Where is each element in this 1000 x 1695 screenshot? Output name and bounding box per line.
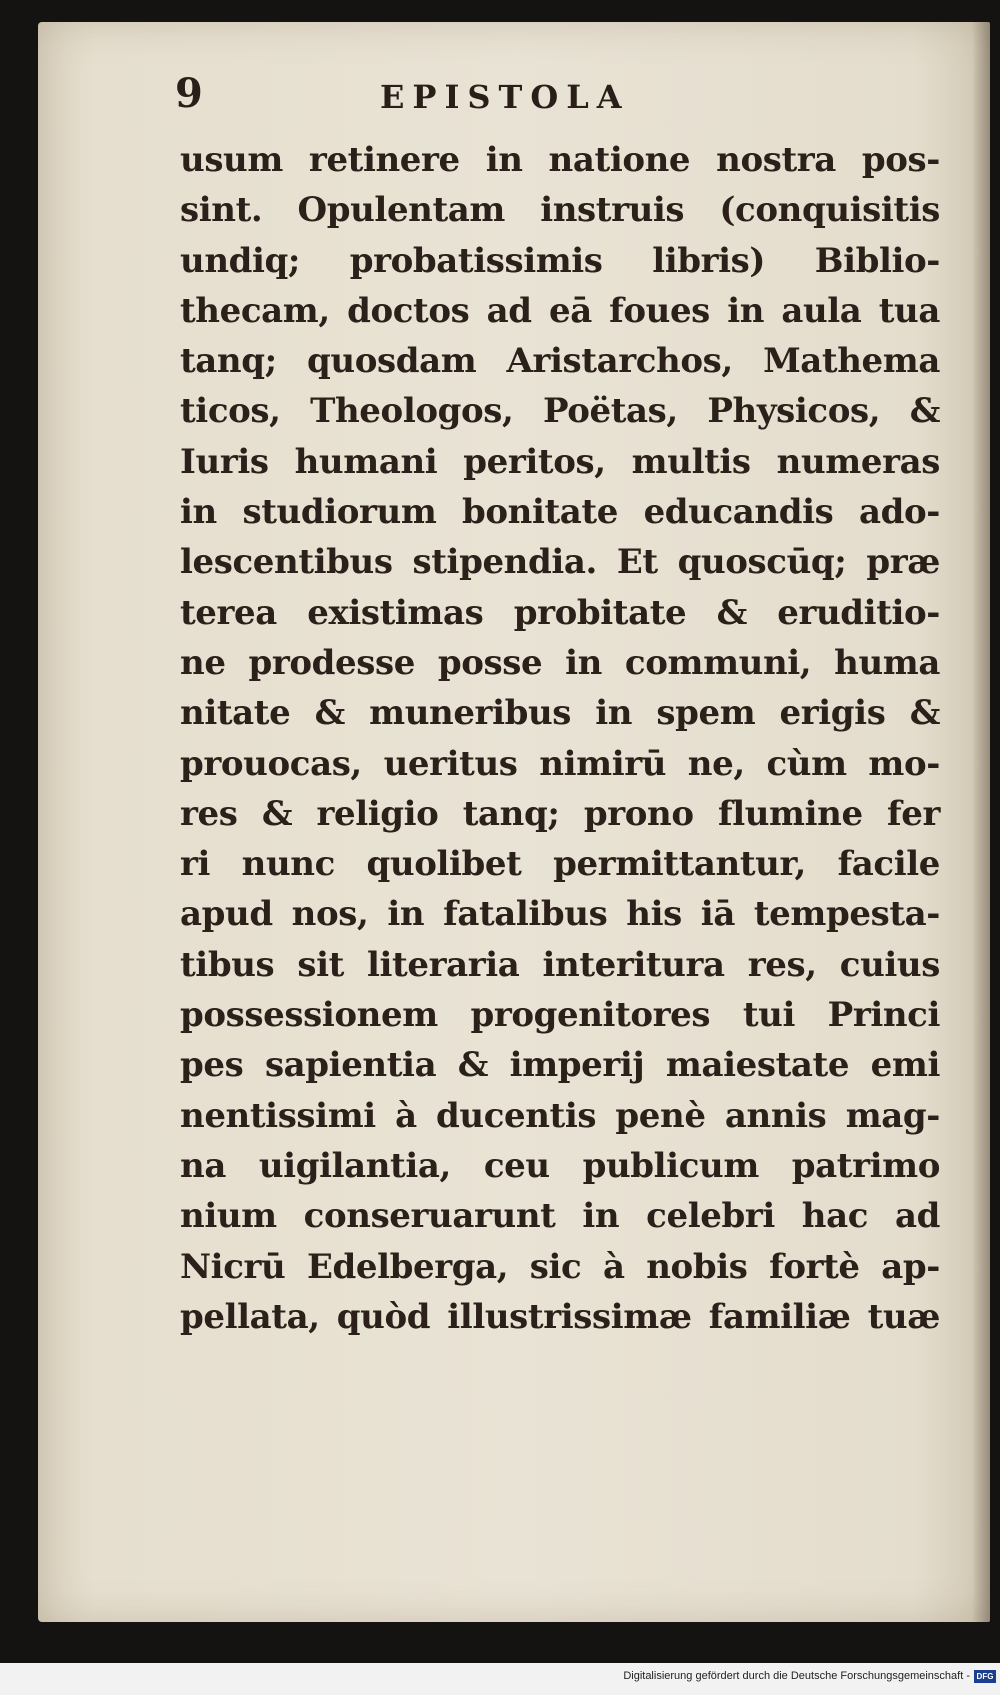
text-line: Iuris humani peritos, multis numeras [180,441,940,482]
text-line: ne prodesse posse in communi, huma [180,642,940,683]
text-line: terea existimas probitate & eruditio- [180,592,940,633]
text-line: ticos, Theologos, Poëtas, Physicos, & [180,391,940,432]
funding-credit: Digitalisierung gefördert durch die Deutsche Forschungsgemeinschaft - [623,1670,970,1682]
text-line: prouocas, ueritus nimirū ne, cùm mo- [180,743,940,784]
text-line: tibus sit literaria interitura res, cuius [180,944,940,985]
text-line: na uigilantia, ceu publicum patrimo [180,1145,940,1186]
page-spine-shadow [972,22,990,1622]
text-line: thecam, doctos ad eā foues in aula tua [180,290,940,331]
text-line: usum retinere in natione nostra pos- [180,140,940,180]
text-line: possessionem progenitores tui Princi [180,995,940,1036]
text-line: nentissimi à ducentis penè annis mag- [180,1095,940,1136]
text-line: nitate & muneribus in spem erigis & [180,693,940,734]
dfg-logo[interactable]: DFG [974,1670,996,1683]
text-line: res & religio tanq; prono flumine fer [180,793,940,834]
digitization-footer [0,1663,1000,1695]
text-line: undiq; probatissimis libris) Biblio- [180,240,940,281]
text-line: Nicrū Edelberga, sic à nobis fortè ap- [180,1246,940,1287]
running-head [175,70,875,130]
text-line: apud nos, in fatalibus his iā tempesta- [180,894,940,935]
text-line: tanq; quosdam Aristarchos, Mathema [180,341,940,382]
text-line: sint. Opulentam instruis (conquisitis [180,190,940,231]
body-text [180,135,940,1342]
text-line: nium conseruarunt in celebri hac ad [180,1196,940,1237]
running-head-title: EPISTOLA [380,78,630,116]
text-line: in studiorum bonitate educandis ado- [180,492,940,533]
page-number: 9 [175,70,203,117]
text-line: ri nunc quolibet permittantur, facile [180,844,940,885]
text-line: pes sapientia & imperij maiestate emi [180,1045,940,1086]
text-line: pellata, quòd illustrissimæ familiæ tuæ [180,1296,940,1337]
text-line: lescentibus stipendia. Et quoscūq; præ [180,542,940,583]
